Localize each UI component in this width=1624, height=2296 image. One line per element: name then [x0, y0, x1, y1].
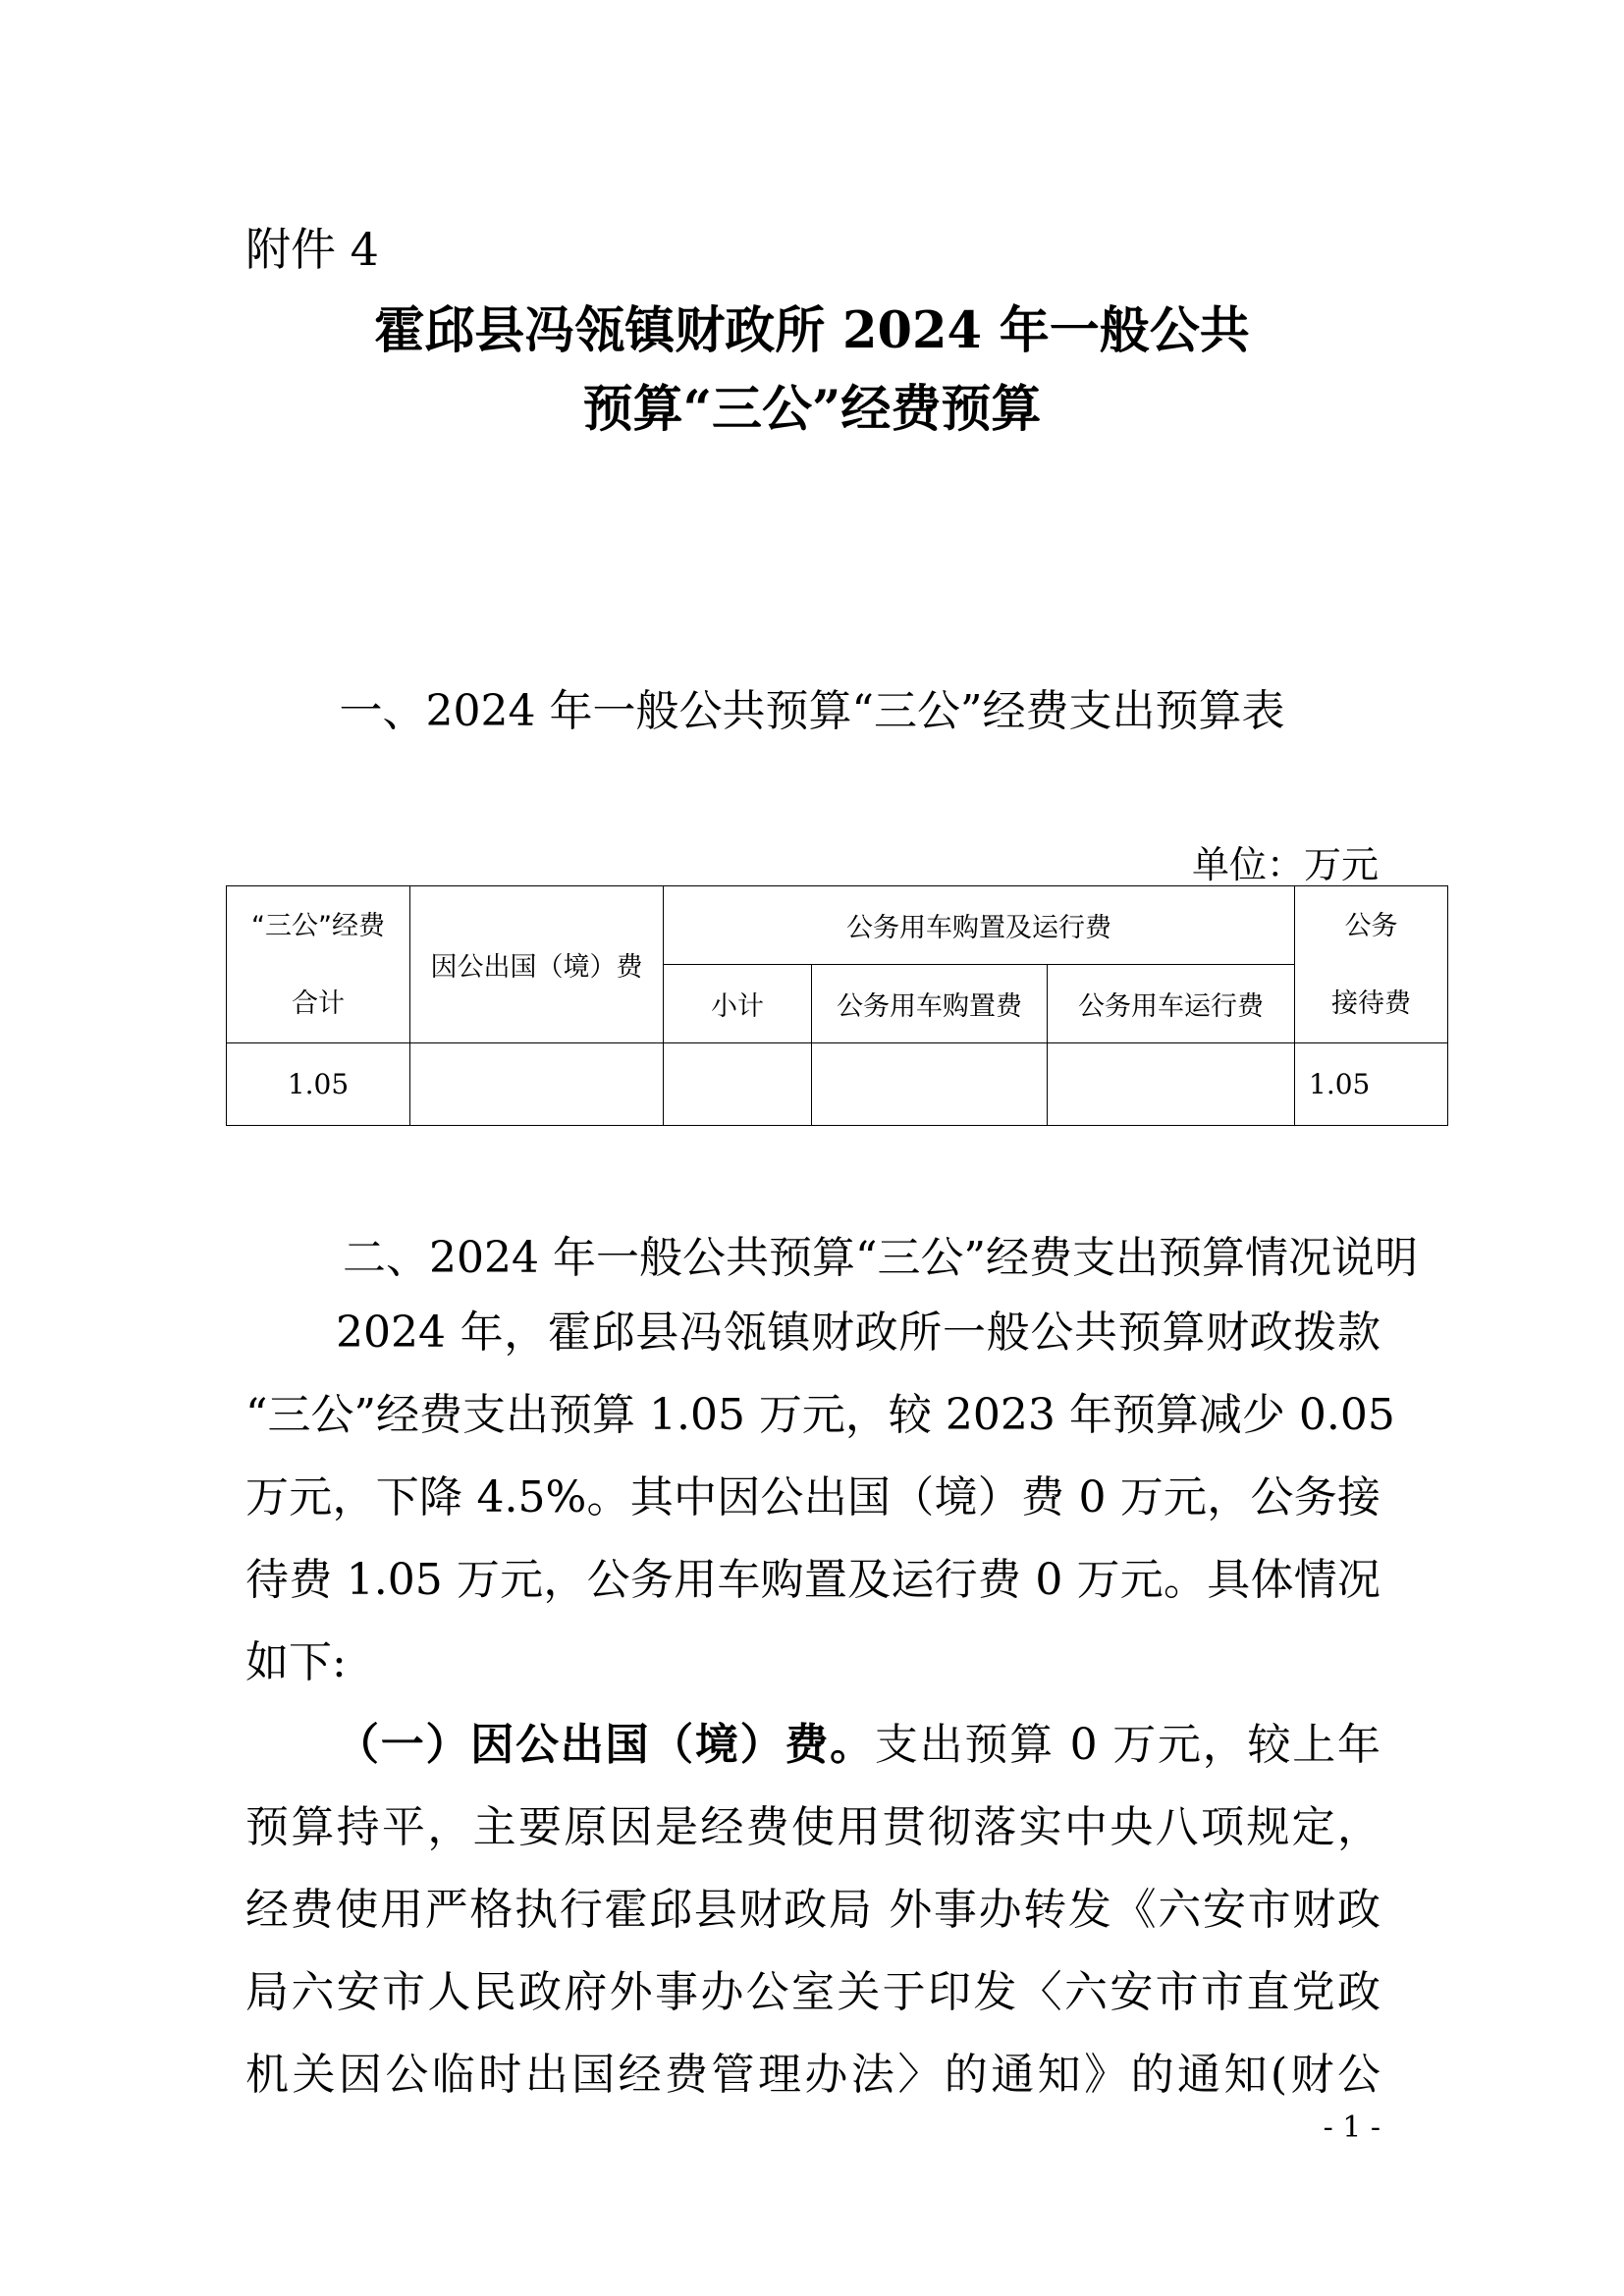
table-row [227, 1043, 1448, 1126]
cell-total: 1.05 [227, 1043, 410, 1126]
header-total-line1: “三公”经费 [251, 910, 385, 941]
paragraph-line: 万元，下降 4.5%。其中因公出国（境）费 0 万元，公务接 [245, 1472, 1380, 1522]
header-total [227, 886, 410, 1043]
cell-abroad [410, 1043, 664, 1126]
paragraph-lead-rest: 支出预算 0 万元，较上年 [874, 1720, 1381, 1770]
header-reception [1295, 886, 1448, 1043]
paragraph-lead-bold: （一）因公出国（境）费。 [336, 1720, 875, 1770]
section1-heading: 一、2024 年一般公共预算“三公”经费支出预算表 [339, 686, 1285, 736]
document-title-line1: 霍邱县冯瓴镇财政所 2024 年一般公共 [374, 301, 1250, 360]
paragraph-summary [245, 1292, 1395, 1704]
section2-heading: 二、2024 年一般公共预算“三公”经费支出预算情况说明 [343, 1233, 1418, 1283]
paragraph-line: “三公”经费支出预算 1.05 万元，较 2023 年预算减少 0.05 [245, 1390, 1395, 1440]
cell-subtotal [664, 1043, 812, 1126]
header-vehicle-operation: 公务用车运行费 [1048, 965, 1295, 1043]
paragraph-line: 经费使用严格执行霍邱县财政局 外事办转发《六安市财政 [245, 1885, 1380, 1935]
budget-table [226, 885, 1448, 1126]
paragraph-line: 待费 1.05 万元，公务用车购置及运行费 0 万元。具体情况 [245, 1555, 1380, 1605]
header-reception-line1: 公务 [1344, 910, 1398, 941]
paragraph-line: 局六安市人民政府外事办公室关于印发〈六安市市直党政 [245, 1967, 1380, 2017]
cell-vehicle-purchase [812, 1043, 1048, 1126]
header-vehicle-purchase: 公务用车购置费 [812, 965, 1048, 1043]
page-number: - 1 - [1323, 2110, 1380, 2145]
paragraph-line: 机关因公临时出国经费管理办法〉的通知》的通知(财公 [245, 2050, 1380, 2100]
paragraph-line [245, 1704, 1380, 1787]
unit-label: 单位：万元 [1191, 843, 1379, 886]
paragraph-line: 预算持平，主要原因是经费使用贯彻落实中央八项规定， [245, 1802, 1380, 1852]
document-title-line2: 预算“三公”经费预算 [582, 380, 1042, 439]
cell-vehicle-operation [1048, 1043, 1295, 1126]
header-vehicle-group: 公务用车购置及运行费 [664, 886, 1295, 965]
header-subtotal: 小计 [664, 965, 812, 1043]
header-abroad: 因公出国（境）费 [410, 886, 664, 1043]
attachment-label: 附件 4 [245, 223, 379, 276]
paragraph-line: 如下: [245, 1637, 347, 1687]
header-total-line2: 合计 [292, 988, 345, 1019]
paragraph-line: 2024 年，霍邱县冯瓴镇财政所一般公共预算财政拨款 [336, 1308, 1380, 1358]
paragraph-abroad-expense [245, 1704, 1380, 2116]
cell-reception: 1.05 [1295, 1043, 1448, 1126]
header-reception-line2: 接待费 [1331, 988, 1412, 1019]
